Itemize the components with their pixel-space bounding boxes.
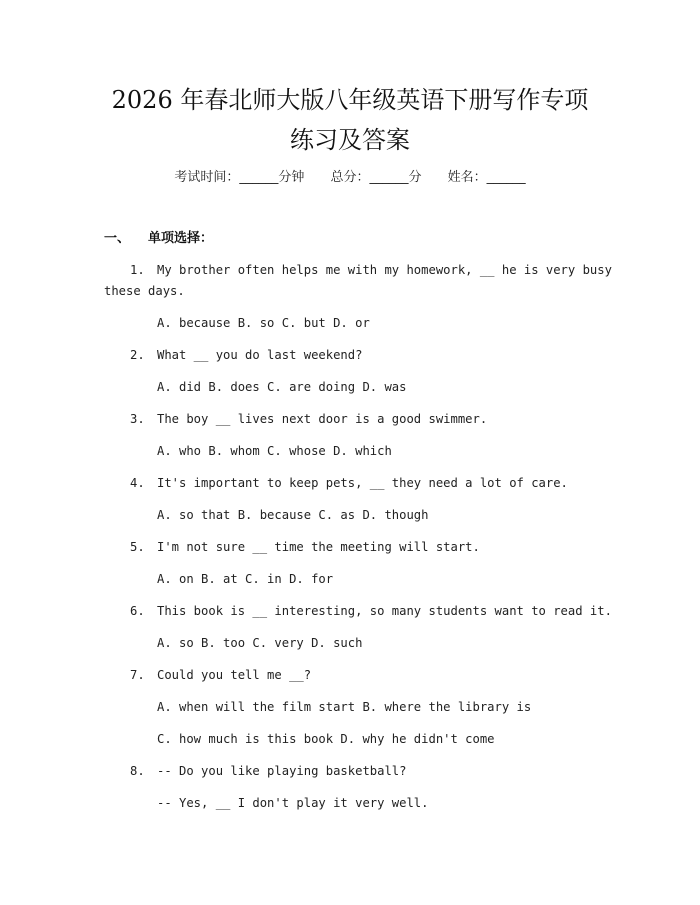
- question-1-options: A. because B. so C. but D. or: [157, 316, 370, 330]
- question-6-options: A. so B. too C. very D. such: [157, 636, 363, 650]
- question-6: [130, 602, 612, 620]
- question-2: [130, 346, 362, 364]
- section-heading: [104, 230, 213, 248]
- question-7: [130, 666, 311, 684]
- question-text: This book is __ interesting, so many students want to read it.: [157, 604, 612, 618]
- question-number: 8.: [130, 764, 145, 778]
- question-text: Could you tell me __?: [157, 668, 312, 682]
- question-4: [130, 474, 568, 492]
- question-4-options: A. so that B. because C. as D. though: [157, 508, 429, 522]
- question-number: 4.: [130, 476, 145, 490]
- question-number: 5.: [130, 540, 145, 554]
- question-number: 1.: [130, 263, 145, 277]
- title-line-2: 练习及答案: [290, 126, 410, 154]
- question-text: What __ you do last weekend?: [157, 348, 363, 362]
- document-title: [60, 82, 640, 158]
- question-text: The boy __ lives next door is a good swimmer.: [157, 412, 488, 426]
- question-1-continued: these days.: [104, 284, 185, 298]
- question-3: [130, 410, 487, 428]
- section-number: 一、: [104, 231, 131, 246]
- question-number: 2.: [130, 348, 145, 362]
- exam-time: 考试时间：______分钟: [174, 170, 305, 185]
- section-title: 单项选择：: [148, 231, 214, 246]
- question-8-continued: -- Yes, __ I don't play it very well.: [157, 796, 429, 810]
- total-score: 总分：______分: [330, 170, 422, 185]
- question-5: [130, 538, 480, 556]
- question-text: My brother often helps me with my homework, __ he is very busy: [157, 263, 612, 277]
- title-line-1: 2026 年春北师大版八年级英语下册写作专项: [111, 86, 589, 114]
- question-7-options-2: C. how much is this book D. why he didn't come: [157, 732, 495, 746]
- question-number: 7.: [130, 668, 145, 682]
- question-5-options: A. on B. at C. in D. for: [157, 572, 334, 586]
- question-3-options: A. who B. whom C. whose D. which: [157, 444, 392, 458]
- question-text: It's important to keep pets, __ they need a lot of care.: [157, 476, 568, 490]
- question-text: -- Do you like playing basketball?: [157, 764, 407, 778]
- question-8: [130, 762, 406, 780]
- question-number: 6.: [130, 604, 145, 618]
- student-name: 姓名：______: [447, 170, 526, 185]
- exam-info: [0, 168, 700, 188]
- question-text: I'm not sure __ time the meeting will start.: [157, 540, 480, 554]
- question-2-options: A. did B. does C. are doing D. was: [157, 380, 407, 394]
- question-number: 3.: [130, 412, 145, 426]
- question-7-options-1: A. when will the film start B. where the library is: [157, 700, 532, 714]
- question-1: [130, 261, 612, 279]
